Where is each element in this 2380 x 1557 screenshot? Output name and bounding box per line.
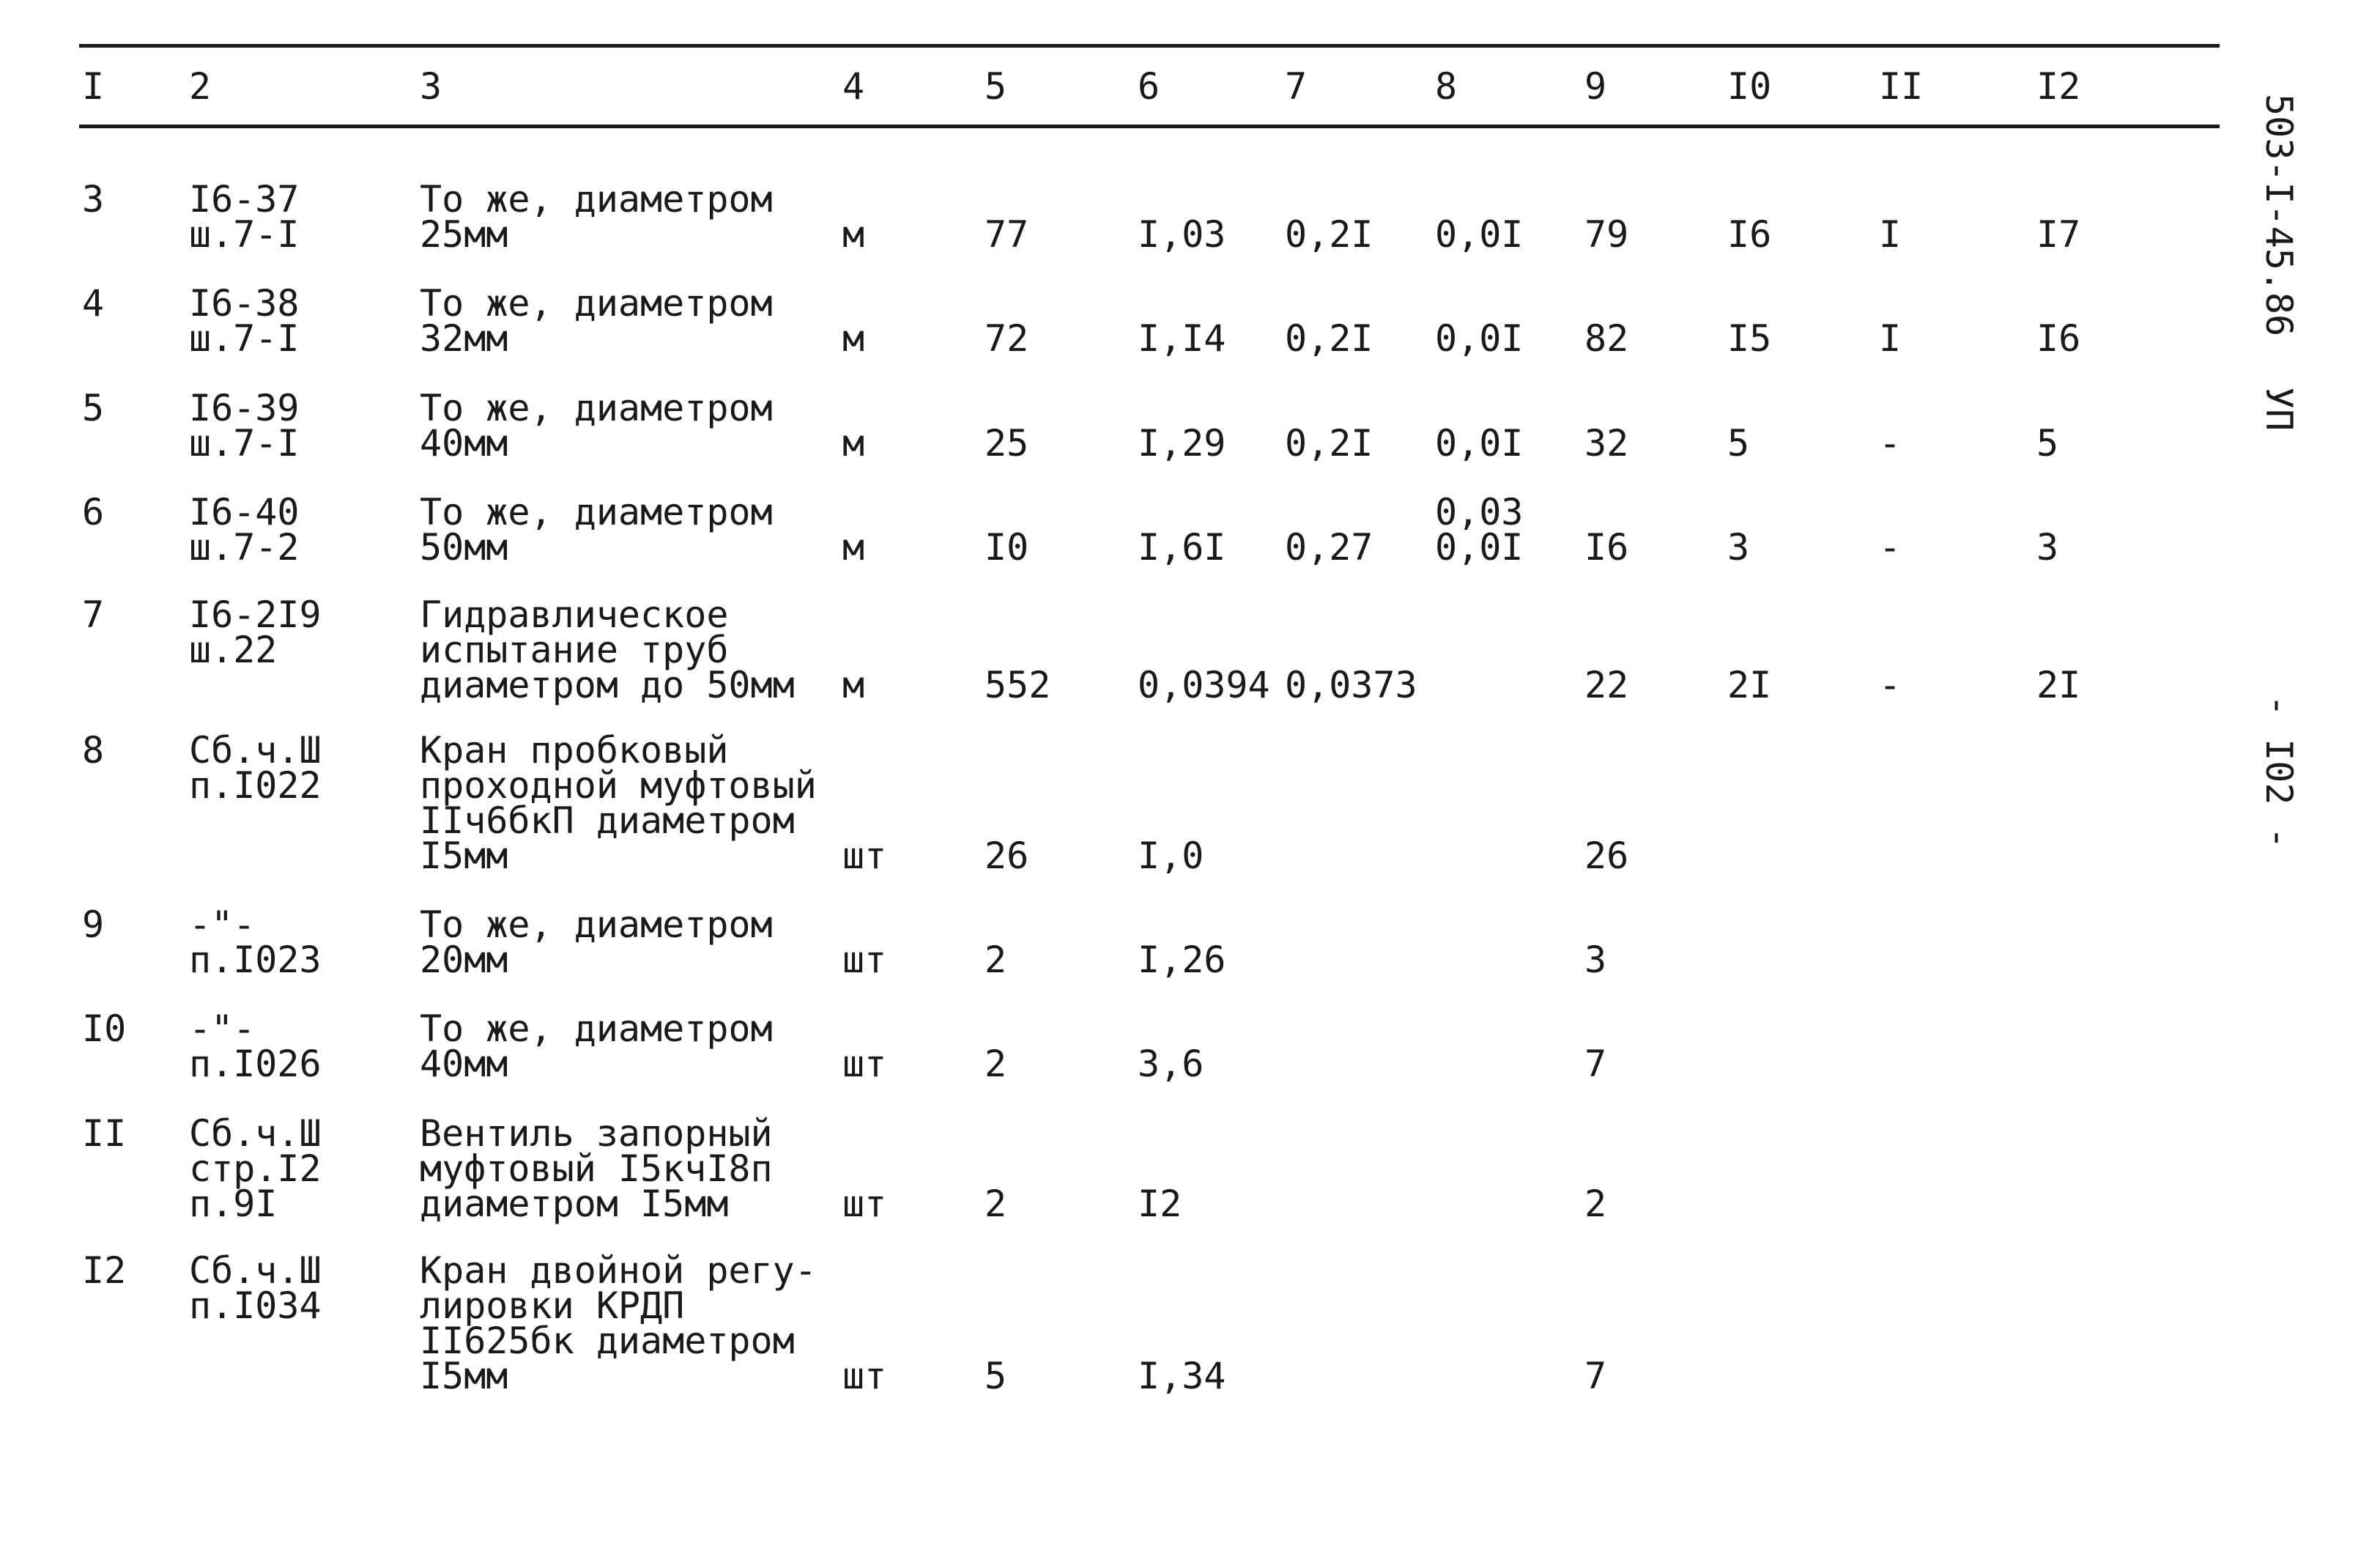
cell-line: 32мм (420, 317, 508, 360)
cell-col-8 (1435, 317, 1524, 360)
cell-col-7 (1285, 664, 1417, 706)
column-header-11: II (1879, 65, 1924, 108)
cell-col-6 (1138, 526, 1226, 569)
table-header-rule (79, 125, 2220, 128)
cell-col-5 (985, 1355, 1007, 1397)
cell-line: То же, диаметром (420, 178, 773, 221)
cell-line: Вентиль запорный (420, 1112, 773, 1155)
cell-col-12 (2036, 422, 2059, 465)
cell-col-3 (420, 1007, 773, 1085)
cell-col-1 (82, 1007, 127, 1050)
cell-col-6 (1138, 1043, 1204, 1085)
cell-col-9 (1584, 1043, 1607, 1085)
cell-value: 2 (1584, 1183, 1607, 1225)
cell-col-10 (1727, 213, 1772, 256)
cell-col-10 (1727, 422, 1750, 465)
cell-line: п.I034 (189, 1284, 322, 1327)
cell-line: -"- (189, 903, 256, 946)
cell-col-11 (1879, 664, 1902, 706)
cell-value: м (842, 317, 865, 360)
cell-value: 82 (1584, 317, 1629, 360)
cell-line: п.I026 (189, 1043, 322, 1085)
cell-col-2 (189, 1112, 322, 1225)
cell-value: I,34 (1138, 1355, 1226, 1397)
cell-line: ш.7-I (189, 422, 300, 465)
cell-value: I0 (82, 1007, 127, 1050)
cell-line: п.I023 (189, 939, 322, 981)
cell-value: I,0 (1138, 835, 1204, 877)
cell-line: То же, диаметром (420, 903, 773, 946)
cell-line: 40мм (420, 422, 508, 465)
cell-col-4 (842, 664, 865, 706)
cell-line: Гидравлическое (420, 593, 729, 636)
cell-line: I5мм (420, 1355, 508, 1397)
cell-value: 2 (985, 1183, 1007, 1225)
column-header-10: I0 (1727, 65, 1772, 108)
cell-line: То же, диаметром (420, 282, 773, 325)
cell-line: I6-39 (189, 387, 300, 429)
cell-col-3 (420, 729, 817, 877)
cell-col-7 (1285, 317, 1373, 360)
cell-line: ш.7-2 (189, 526, 300, 569)
column-header-9: 9 (1584, 65, 1607, 108)
cell-value: 7 (82, 593, 105, 636)
cell-value: 8 (82, 729, 105, 772)
cell-col-9 (1584, 317, 1629, 360)
cell-line: ш.7-I (189, 317, 300, 360)
cell-line: То же, диаметром (420, 387, 773, 429)
cell-col-4 (842, 1043, 887, 1085)
cell-value: 3,6 (1138, 1043, 1204, 1085)
cell-value: 2I (2036, 664, 2081, 706)
cell-col-4 (842, 213, 865, 256)
cell-line: испытание труб (420, 629, 729, 671)
cell-col-9 (1584, 939, 1607, 981)
cell-line: диаметром до 50мм (420, 664, 795, 706)
cell-col-4 (842, 422, 865, 465)
table-top-rule (79, 44, 2220, 48)
cell-line: 0,0I (1435, 422, 1524, 465)
cell-value: шт (842, 939, 887, 981)
cell-line: -"- (189, 1007, 256, 1050)
cell-col-1 (82, 1249, 127, 1292)
cell-col-10 (1727, 664, 1772, 706)
cell-col-9 (1584, 213, 1629, 256)
cell-col-5 (985, 1183, 1007, 1225)
cell-line: диаметром I5мм (420, 1183, 729, 1225)
cell-col-1 (82, 1112, 127, 1155)
cell-col-5 (985, 664, 1051, 706)
cell-col-2 (189, 1249, 322, 1327)
column-header-3: 3 (420, 65, 442, 108)
cell-line: II625бк диаметром (420, 1320, 795, 1362)
cell-line: Кран пробковый (420, 729, 729, 772)
cell-value: 26 (1584, 835, 1629, 877)
cell-col-3 (420, 282, 773, 360)
cell-line: Сб.ч.Ш (189, 729, 322, 772)
cell-value: 32 (1584, 422, 1629, 465)
cell-col-12 (2036, 664, 2081, 706)
cell-value: 552 (985, 664, 1051, 706)
cell-line: I6-40 (189, 491, 300, 533)
cell-col-6 (1138, 422, 1226, 465)
cell-col-11 (1879, 213, 1902, 256)
cell-value: 3 (82, 178, 105, 221)
cell-value: 7 (1584, 1043, 1607, 1085)
cell-value: м (842, 526, 865, 569)
cell-col-5 (985, 317, 1029, 360)
cell-col-1 (82, 387, 105, 429)
cell-value: м (842, 664, 865, 706)
cell-value: 72 (985, 317, 1029, 360)
cell-col-3 (420, 903, 773, 981)
cell-value: м (842, 213, 865, 256)
cell-value: шт (842, 1355, 887, 1397)
cell-value: шт (842, 1183, 887, 1225)
cell-col-3 (420, 387, 773, 465)
cell-value: 9 (82, 903, 105, 946)
cell-value: 0,2I (1285, 317, 1373, 360)
cell-col-11 (1879, 526, 1902, 569)
cell-col-7 (1285, 526, 1373, 569)
cell-value: 0,27 (1285, 526, 1373, 569)
cell-col-3 (420, 178, 773, 256)
cell-col-4 (842, 835, 887, 877)
cell-col-9 (1584, 526, 1629, 569)
cell-col-1 (82, 178, 105, 221)
cell-col-5 (985, 835, 1029, 877)
cell-col-8 (1435, 422, 1524, 465)
cell-value: I6 (1727, 213, 1772, 256)
cell-col-1 (82, 282, 105, 325)
cell-value: I,I4 (1138, 317, 1226, 360)
cell-col-6 (1138, 213, 1226, 256)
cell-col-12 (2036, 526, 2059, 569)
cell-value: 26 (985, 835, 1029, 877)
cell-value: 77 (985, 213, 1029, 256)
cell-value: 5 (985, 1355, 1007, 1397)
column-header-2: 2 (189, 65, 212, 108)
cell-value: 0,0394 (1138, 664, 1270, 706)
cell-col-1 (82, 593, 105, 636)
cell-line: муфтовый I5кчI8п (420, 1147, 773, 1190)
cell-line: I6-2I9 (189, 593, 322, 636)
cell-col-9 (1584, 835, 1629, 877)
cell-value: 5 (2036, 422, 2059, 465)
cell-line: То же, диаметром (420, 491, 773, 533)
cell-col-12 (2036, 317, 2081, 360)
cell-col-9 (1584, 422, 1629, 465)
cell-col-2 (189, 282, 300, 360)
cell-col-10 (1727, 526, 1750, 569)
cell-value: I,29 (1138, 422, 1226, 465)
cell-col-2 (189, 491, 300, 569)
cell-value: 3 (1584, 939, 1607, 981)
cell-value: I6 (1584, 526, 1629, 569)
cell-value: шт (842, 835, 887, 877)
cell-col-9 (1584, 664, 1629, 706)
column-header-8: 8 (1435, 65, 1458, 108)
cell-col-2 (189, 1007, 322, 1085)
cell-col-4 (842, 1355, 887, 1397)
column-header-5: 5 (985, 65, 1007, 108)
cell-value: 0,0373 (1285, 664, 1417, 706)
cell-value: 2 (985, 1043, 1007, 1085)
cell-line: 40мм (420, 1043, 508, 1085)
page-number: - I02 - (2258, 695, 2300, 849)
cell-col-3 (420, 1112, 773, 1225)
cell-line: Сб.ч.Ш (189, 1249, 322, 1292)
cell-col-4 (842, 526, 865, 569)
cell-col-8 (1435, 491, 1524, 569)
cell-col-6 (1138, 317, 1226, 360)
column-header-1: I (82, 65, 105, 108)
cell-col-3 (420, 1249, 817, 1397)
cell-col-4 (842, 939, 887, 981)
cell-line: I5мм (420, 835, 508, 877)
cell-value: - (1879, 664, 1902, 706)
cell-value: I2 (1138, 1183, 1182, 1225)
cell-value: 2I (1727, 664, 1772, 706)
cell-col-4 (842, 317, 865, 360)
cell-value: I6 (2036, 317, 2081, 360)
cell-col-7 (1285, 422, 1373, 465)
cell-col-5 (985, 213, 1029, 256)
cell-value: 22 (1584, 664, 1629, 706)
cell-line: То же, диаметром (420, 1007, 773, 1050)
cell-col-2 (189, 178, 300, 256)
cell-value: I,03 (1138, 213, 1226, 256)
column-header-12: I2 (2036, 65, 2081, 108)
cell-line: 25мм (420, 213, 508, 256)
cell-value: 0,2I (1285, 422, 1373, 465)
cell-line: Кран двойной регу- (420, 1249, 817, 1292)
cell-col-3 (420, 491, 773, 569)
cell-value: II (82, 1112, 127, 1155)
cell-line: Сб.ч.Ш (189, 1112, 322, 1155)
cell-value: м (842, 422, 865, 465)
cell-col-6 (1138, 1183, 1182, 1225)
cell-col-6 (1138, 835, 1204, 877)
cell-value: 4 (82, 282, 105, 325)
cell-value: 5 (82, 387, 105, 429)
cell-value: I7 (2036, 213, 2081, 256)
cell-line: лировки КРДП (420, 1284, 685, 1327)
cell-value: I5 (1727, 317, 1772, 360)
cell-line: п.I022 (189, 764, 322, 807)
cell-col-2 (189, 593, 322, 671)
cell-line: п.9I (189, 1183, 278, 1225)
doc-code: 503-I-45.86 (2258, 94, 2300, 337)
cell-col-6 (1138, 664, 1270, 706)
cell-value: I (1879, 317, 1902, 360)
cell-col-5 (985, 526, 1029, 569)
cell-value: шт (842, 1043, 887, 1085)
cell-col-6 (1138, 1355, 1226, 1397)
cell-line: стр.I2 (189, 1147, 322, 1190)
cell-value: I0 (985, 526, 1029, 569)
cell-col-4 (842, 1183, 887, 1225)
cell-line: 0,0I (1435, 213, 1524, 256)
cell-col-5 (985, 1043, 1007, 1085)
cell-line: 50мм (420, 526, 508, 569)
cell-line: 0,03 (1435, 491, 1524, 533)
cell-line: ш.22 (189, 629, 278, 671)
cell-value: - (1879, 422, 1902, 465)
cell-col-2 (189, 903, 322, 981)
cell-col-10 (1727, 317, 1772, 360)
cell-line: проходной муфтовый (420, 764, 817, 807)
cell-col-12 (2036, 213, 2081, 256)
cell-col-2 (189, 729, 322, 807)
cell-col-3 (420, 593, 795, 706)
cell-col-5 (985, 939, 1007, 981)
cell-value: 7 (1584, 1355, 1607, 1397)
cell-line: 0,0I (1435, 526, 1524, 569)
cell-col-8 (1435, 213, 1524, 256)
cell-col-5 (985, 422, 1029, 465)
cell-col-1 (82, 491, 105, 533)
cell-line: I6-37 (189, 178, 300, 221)
cell-value: - (1879, 526, 1902, 569)
cell-value: I (1879, 213, 1902, 256)
cell-col-11 (1879, 317, 1902, 360)
section-label: УП (2258, 387, 2300, 432)
cell-col-9 (1584, 1355, 1607, 1397)
cell-col-9 (1584, 1183, 1607, 1225)
cell-value: I2 (82, 1249, 127, 1292)
cell-value: 6 (82, 491, 105, 533)
column-header-4: 4 (842, 65, 865, 108)
cell-line: I6-38 (189, 282, 300, 325)
cell-col-2 (189, 387, 300, 465)
cell-col-1 (82, 729, 105, 772)
cell-value: 5 (1727, 422, 1750, 465)
cell-value: 3 (2036, 526, 2059, 569)
cell-line: ш.7-I (189, 213, 300, 256)
cell-value: 2 (985, 939, 1007, 981)
cell-value: 3 (1727, 526, 1750, 569)
cell-value: I,6I (1138, 526, 1226, 569)
cell-col-7 (1285, 213, 1373, 256)
cell-col-6 (1138, 939, 1226, 981)
cell-value: I,26 (1138, 939, 1226, 981)
cell-col-11 (1879, 422, 1902, 465)
column-header-7: 7 (1285, 65, 1308, 108)
cell-line: 20мм (420, 939, 508, 981)
cell-value: 79 (1584, 213, 1629, 256)
cell-col-1 (82, 903, 105, 946)
column-header-6: 6 (1138, 65, 1160, 108)
cell-line: 0,0I (1435, 317, 1524, 360)
cell-value: 0,2I (1285, 213, 1373, 256)
cell-line: IIч6бкП диаметром (420, 799, 795, 842)
cell-value: 25 (985, 422, 1029, 465)
